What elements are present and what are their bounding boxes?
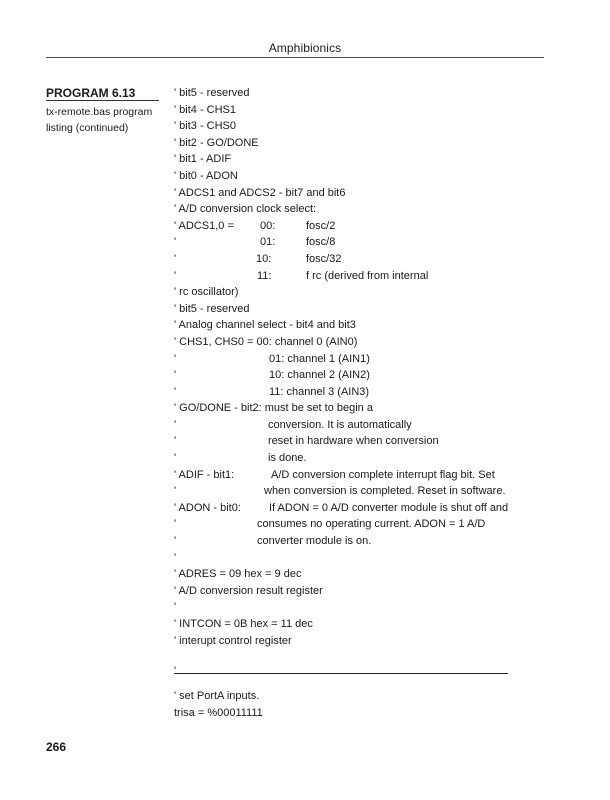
code-line: ' bit5 - reserved [174,302,250,315]
code-line [174,483,508,500]
separator-rule [174,673,508,674]
code-line: ' GO/DONE - bit2: must be set to begin a [174,402,373,415]
code-line [174,417,508,434]
code-segment: ' [174,435,177,448]
code-line [174,218,508,235]
code-segment: ' [174,352,177,365]
program-caption-line: listing (continued) [46,121,129,134]
code-line [174,533,508,550]
code-line [174,367,508,384]
program-caption-line: tx-remote.bas program [46,106,153,118]
code-segment: fosc/32 [306,252,342,265]
code-line: ' bit1 - ADIF [174,153,232,166]
code-segment: fosc/8 [306,236,336,249]
code-line: ' bit5 - reserved [174,87,250,99]
code-segment: is done. [268,452,307,465]
code-line [174,467,508,484]
code-line: ' CHS1, CHS0 = 00: channel 0 (AIN0) [174,335,358,348]
code-line: trisa = %00011111 [174,706,263,719]
code-line [174,500,508,517]
program-label-rule [46,100,159,101]
code-segment: 11: [257,269,272,282]
code-segment: consumes no operating current. ADON = 1 A/D [257,518,486,531]
code-segment: fosc/2 [306,219,336,232]
code-segment: f rc (derived from internal [306,269,429,282]
code-line: ' bit4 - CHS1 [174,103,237,116]
code-segment: 10: [256,252,272,265]
code-segment: ' [174,369,177,382]
code-line: ' interupt control register [174,634,292,647]
code-line [174,516,508,533]
code-line [174,251,508,268]
code-segment: ' ADIF - bit1: [174,468,235,481]
code-line: ' bit3 - CHS0 [174,120,237,133]
code-segment: ' [174,418,177,431]
code-segment: ' ADON - bit0: [174,501,241,514]
code-listing-continued [174,688,263,721]
code-segment: ' [174,452,177,465]
code-segment: ' [174,535,177,548]
code-segment: ' [174,485,177,498]
code-line: ' INTCON = 0B hex = 11 dec [174,618,313,630]
code-segment: ' [174,518,177,531]
code-line: ' rc oscillator) [174,286,239,299]
code-segment: 11: channel 3 (AIN3) [269,385,370,398]
code-line [174,433,508,450]
code-listing [174,85,508,649]
separator-comment-mark: ' [174,665,177,677]
code-segment: when conversion is completed. Reset in software. [264,485,506,498]
code-line: ' Analog channel select - bit4 and bit3 [174,319,356,332]
code-line [174,234,508,251]
code-segment: 01: [260,236,276,249]
code-segment: ' [174,252,177,265]
code-segment: 10: channel 2 (AIN2) [269,369,370,382]
code-line [174,351,508,368]
code-segment: If ADON = 0 A/D converter module is shut off and [269,501,509,514]
code-segment: ' ADCS1,0 = [174,219,234,232]
code-line [174,384,508,401]
program-label: PROGRAM 6.13 [46,86,136,100]
code-line: ' set PortA inputs. [174,690,260,702]
code-line: ' bit2 - GO/DONE [174,136,259,149]
code-line: ' A/D conversion clock select: [174,203,317,216]
code-segment: reset in hardware when conversion [268,435,439,448]
code-line: ' bit0 - ADON [174,169,238,182]
code-line: ' ADCS1 and ADCS2 - bit7 and bit6 [174,186,346,199]
code-line: ' [174,601,177,614]
program-caption [46,105,162,136]
code-line [174,450,508,467]
code-line [174,268,508,285]
code-segment: A/D conversion complete interrupt flag bit. Set [271,468,495,481]
code-line: ' A/D conversion result register [174,584,323,597]
code-segment: 00: [260,219,276,232]
code-line: ' ADRES = 09 hex = 9 dec [174,568,302,581]
code-segment: conversion. It is automatically [268,418,412,431]
code-segment: 01: channel 1 (AIN1) [269,352,370,365]
code-segment: ' [174,269,177,282]
code-segment: ' [174,236,177,249]
code-segment: ' [174,385,177,398]
running-header: Amphibionics [268,41,342,55]
page-number: 266 [46,740,67,754]
code-segment: converter module is on. [257,535,372,548]
code-line: ' [174,551,177,564]
header-rule [46,57,544,58]
